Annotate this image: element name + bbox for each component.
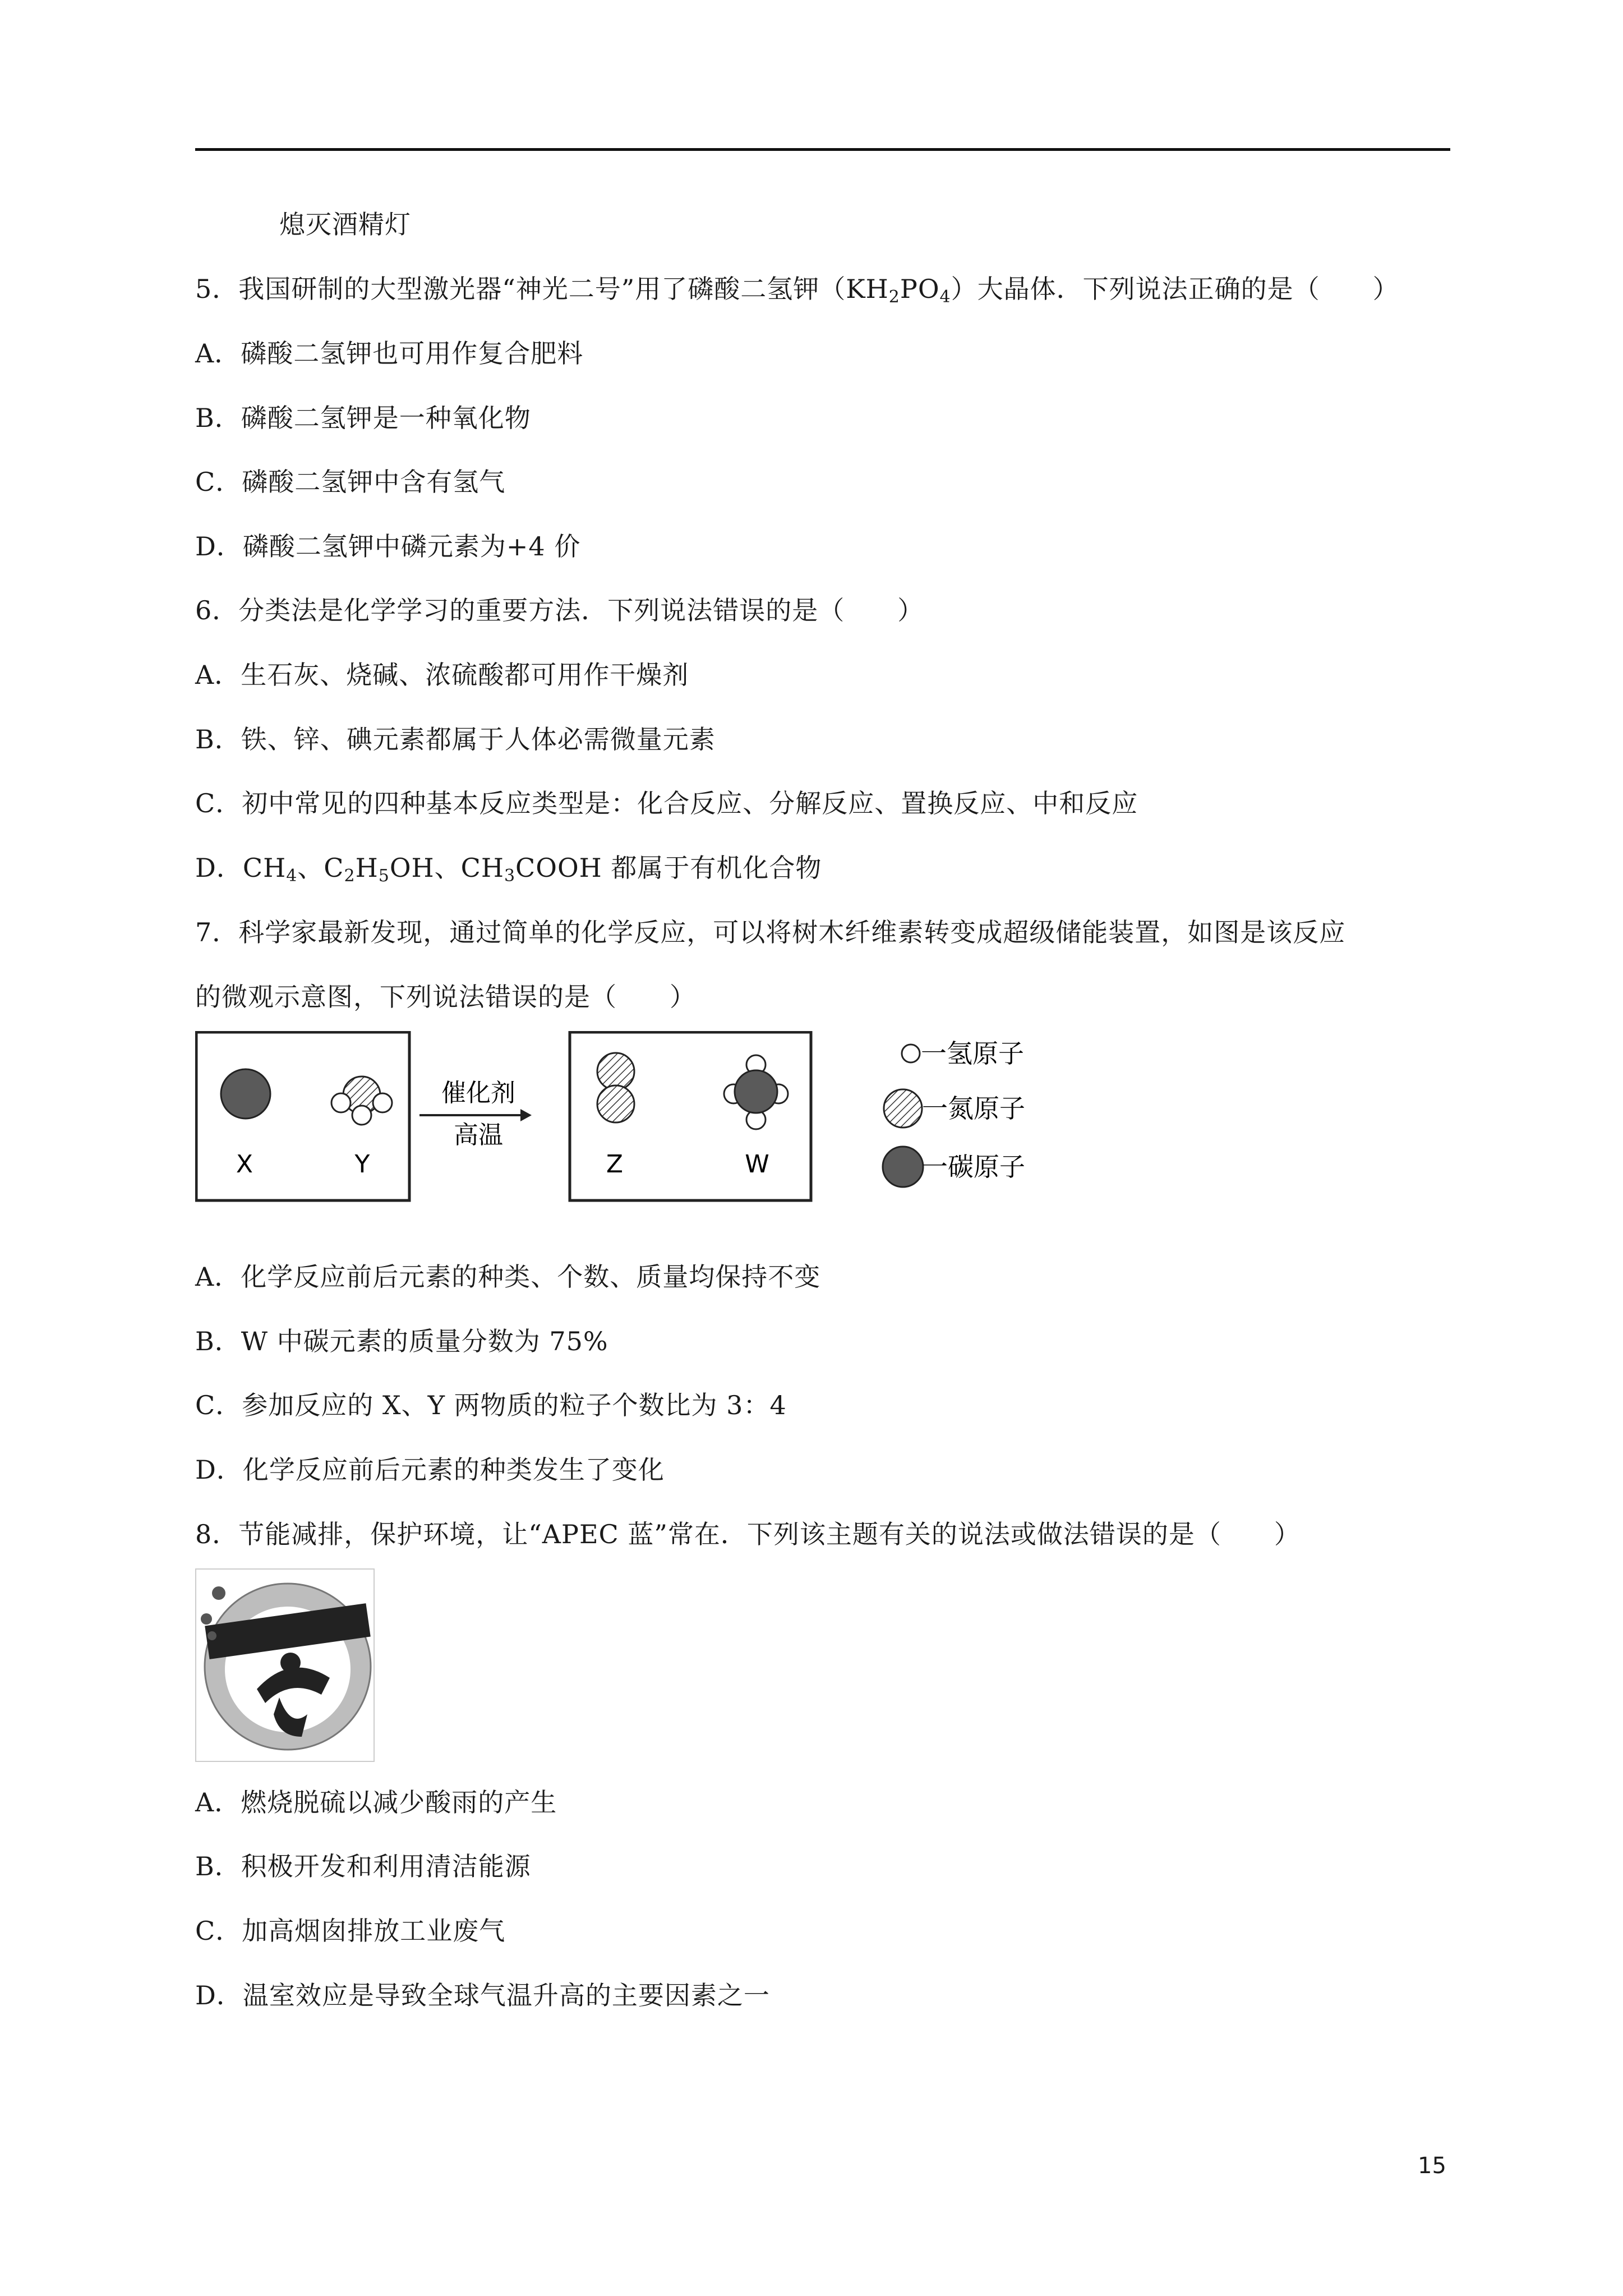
reactant-box — [196, 1032, 409, 1200]
question-7-stem-line-1: 7．科学家最新发现，通过简单的化学反应，可以将树木纤维素转变成超级储能装置，如图是该反应 — [195, 917, 1346, 947]
question-8-option-a: A．燃烧脱硫以减少酸雨的产生 — [195, 1787, 557, 1818]
question-6-stem: 6．分类法是化学学习的重要方法．下列说法错误的是（ ） — [195, 595, 924, 625]
question-5-option-d: D．磷酸二氢钾中磷元素为+4 价 — [195, 531, 581, 562]
question-5-option-b: B．磷酸二氢钾是一种氧化物 — [195, 403, 531, 433]
question-7-option-c: C．参加反应的 X、Y 两物质的粒子个数比为 3：4 — [195, 1390, 787, 1420]
legend-hydrogen: 一氢原子 — [921, 1038, 1024, 1069]
question-6-option-d: D．$CH_4$、$C_2H_5OH$、$CH_3COOH$ 都属于有机化合物 — [195, 853, 822, 886]
hydrogen-atom — [331, 1093, 351, 1112]
carbon-atom — [735, 1070, 777, 1113]
legend-nitrogen-icon — [884, 1089, 922, 1128]
question-5-option-a: A．磷酸二氢钾也可用作复合肥料 — [195, 338, 584, 369]
question-8-option-c: C．加高烟囱排放工业废气 — [195, 1916, 506, 1946]
question-6-option-c: C．初中常见的四种基本反应类型是：化合反应、分解反应、置换反应、中和反应 — [195, 788, 1138, 818]
question-5-stem: 5．我国研制的大型激光器“神光二号”用了磷酸二氢钾$(KH_2PO_4)$大晶体．下列说法正确的是（ ） — [195, 274, 1399, 307]
question-6-option-a: A．生石灰、烧碱、浓硫酸都可用作干燥剂 — [195, 660, 689, 690]
question-7-option-b: B．W 中碳元素的质量分数为 75% — [195, 1326, 608, 1356]
label-x: X — [236, 1150, 253, 1179]
page-number: 15 — [1418, 2153, 1446, 2179]
question-7-option-d: D．化学反应前后元素的种类发生了变化 — [195, 1455, 665, 1485]
legend-carbon: 一碳原子 — [922, 1152, 1025, 1182]
header-rule — [195, 148, 1450, 151]
energy-saving-logo — [195, 1568, 375, 1762]
condition-high-temp: 高温 — [454, 1121, 503, 1149]
arrow-head — [520, 1109, 532, 1121]
legend-carbon-icon — [883, 1147, 923, 1187]
condition-catalyst: 催化剂 — [441, 1079, 515, 1107]
question-5-option-c: C．磷酸二氢钾中含有氢气 — [195, 467, 506, 497]
legend-hydrogen-icon — [902, 1045, 920, 1062]
question-8-option-d: D．温室效应是导致全球气温升高的主要因素之一 — [195, 1980, 770, 2010]
question-8-option-b: B．积极开发和利用清洁能源 — [195, 1851, 531, 1881]
question-6-option-b: B．铁、锌、碘元素都属于人体必需微量元素 — [195, 724, 716, 754]
reaction-micro-diagram — [195, 1031, 1064, 1205]
label-w: W — [745, 1150, 769, 1179]
hydrogen-atom — [352, 1106, 371, 1125]
nitrogen-atom — [597, 1053, 634, 1090]
hydrogen-atom — [373, 1093, 392, 1112]
continued-text: 熄灭酒精灯 — [279, 209, 411, 240]
question-8-stem: 8．节能减排，保护环境，让“APEC 蓝”常在．下列该主题有关的说法或做法错误的是（ ） — [195, 1519, 1301, 1549]
question-7-option-a: A．化学反应前后元素的种类、个数、质量均保持不变 — [195, 1262, 821, 1292]
label-z: Z — [606, 1150, 624, 1179]
carbon-atom-x — [221, 1069, 270, 1119]
question-7-stem-line-2: 的微观示意图，下列说法错误的是（ ） — [195, 982, 696, 1012]
legend-nitrogen: 一氮原子 — [922, 1093, 1025, 1124]
label-y: Y — [354, 1150, 370, 1179]
nitrogen-atom — [597, 1085, 634, 1122]
